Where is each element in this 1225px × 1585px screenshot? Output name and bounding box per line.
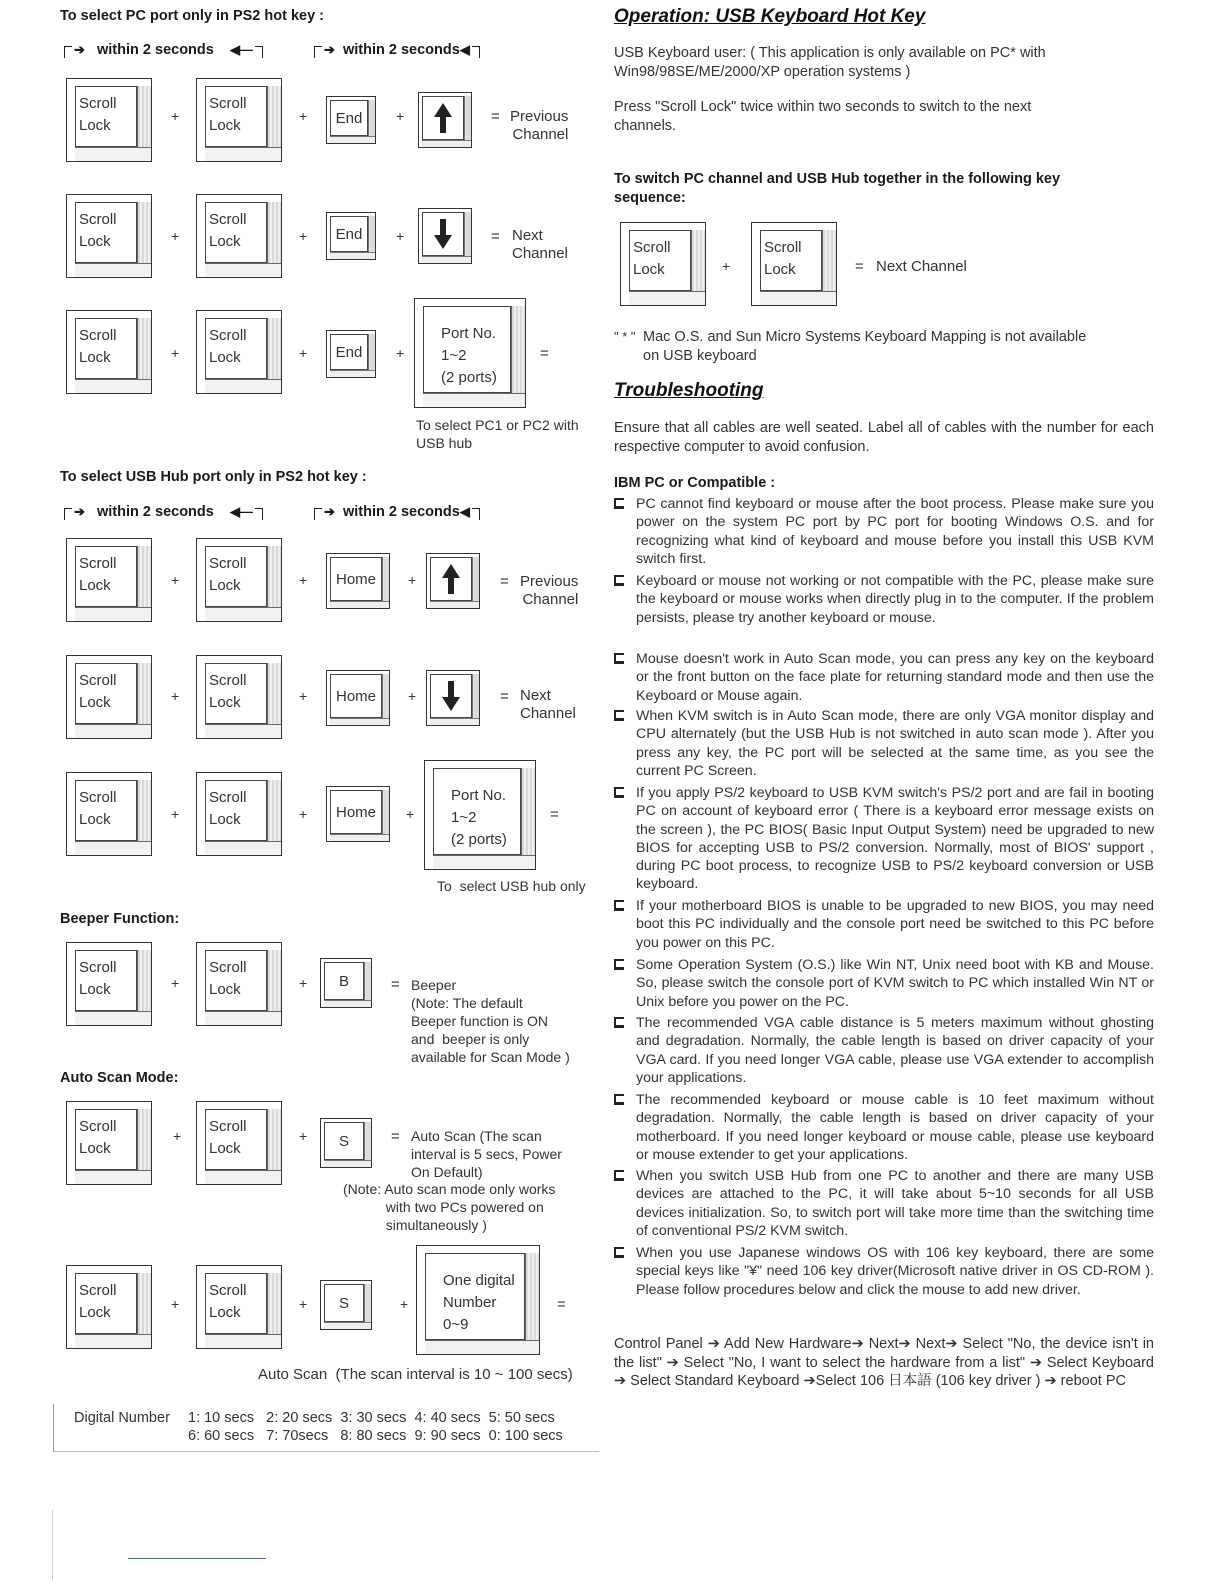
scroll-lock-key: Scroll Lock bbox=[66, 772, 152, 856]
mac-note: Mac O.S. and Sun Micro Systems Keyboard Mapping is not available on USB keyboard bbox=[643, 329, 1087, 364]
bullet-item: When you switch USB Hub from one PC to another and there are many USB devices are attached to the PC, it will take about 5~10 seconds for all USB devices initialization. So, to switch port will take more time than the switching time of conventional PS/2 KVM switch. bbox=[614, 1167, 1154, 1240]
bullet-item: The recommended keyboard or mouse cable is 10 feet maximum without degradation. Normally, the cable length is based on driver capacity of your motherboard. If you need longer keyboard or mouse cable, please use keyboard or mouse extender to get your applications. bbox=[614, 1091, 1154, 1164]
plus-sign: + bbox=[299, 975, 308, 991]
plus-sign: + bbox=[299, 572, 308, 588]
plus-sign: + bbox=[171, 572, 180, 588]
scroll-lock-key: Scroll Lock bbox=[196, 655, 282, 739]
scroll-lock-key: Scroll Lock bbox=[196, 1265, 282, 1349]
plus-sign: + bbox=[299, 108, 308, 124]
scroll-lock-key: Scroll Lock bbox=[620, 222, 706, 306]
arrow-up-key bbox=[426, 553, 480, 609]
within-label: ➔ within 2 seconds ◀— bbox=[64, 504, 263, 520]
next-channel-label: Next Channel bbox=[512, 227, 568, 262]
scroll-lock-key: Scroll Lock bbox=[196, 1101, 282, 1185]
equals-sign: = bbox=[391, 976, 400, 993]
select-pc-note: To select PC1 or PC2 with USB hub bbox=[416, 417, 579, 451]
equals-sign: = bbox=[550, 806, 559, 823]
scroll-lock-key: Scroll Lock bbox=[196, 538, 282, 622]
home-key: Home bbox=[326, 786, 390, 842]
operation-title: Operation: USB Keyboard Hot Key bbox=[614, 6, 926, 27]
next-channel-label: Next Channel bbox=[876, 258, 967, 275]
b-key: B bbox=[320, 958, 372, 1008]
plus-sign: + bbox=[171, 345, 180, 361]
bullet-item: When you use Japanese windows OS with 106 key keyboard, there are some special keys like "¥" need 106 key driver(Microsoft native driver in OS CD-ROM ). Please follow procedures below and click the mouse to add new driver. bbox=[614, 1244, 1154, 1299]
scroll-lock-key: Scroll Lock bbox=[66, 655, 152, 739]
control-panel-steps: Control Panel ➔ Add New Hardware➔ Next➔ Next➔ Select "No, the device isn't in the list" ➔ Select "No, I want to select the hardware from a list" ➔ Select Keyboard ➔ Select Standard Keyboard ➔Select 106 日本語 (106 key driver ) ➔ reboot PC bbox=[614, 1336, 1154, 1389]
plus-sign: + bbox=[171, 1296, 180, 1312]
arrow-up-icon bbox=[440, 562, 462, 596]
beeper-text: Beeper (Note: The default Beeper function is ON and beeper is only available for Scan Mode ) bbox=[411, 977, 570, 1065]
digital-number-row: 6: 60 secs 7: 70secs 8: 80 secs 9: 90 secs 0: 100 secs bbox=[188, 1428, 563, 1444]
plus-sign: + bbox=[722, 258, 731, 274]
bullet-item: Keyboard or mouse not working or not compatible with the PC, please make sure the keyboard or mouse works when directly plug in to the computer. If the problem persists, please try another keyboard or mouse. bbox=[614, 572, 1154, 627]
scroll-lock-key: Scroll Lock bbox=[196, 310, 282, 394]
bullet-item: If your motherboard BIOS is unable to be upgraded to new BIOS, you may need boot this PC individually and the console port need be switched to this PC before you power on this PC. bbox=[614, 897, 1154, 952]
plus-sign: + bbox=[299, 806, 308, 822]
port-number-key: Port No. 1~2 (2 ports) bbox=[414, 298, 526, 408]
digital-number-label: Digital Number bbox=[74, 1410, 170, 1426]
bullet-item: The recommended VGA cable distance is 5 meters maximum without ghosting and degradation. Normally, the cable length is based on driver capacity of your VGA card. If you need longer VGA cable, please use VGA extender to accomplish your applications. bbox=[614, 1014, 1154, 1087]
scroll-lock-key: Scroll Lock bbox=[66, 194, 152, 278]
operation-paragraph: USB Keyboard user: ( This application is only available on PC* with Win98/98SE/ME/2000/XP operation systems ) bbox=[614, 45, 1046, 80]
bullet-item: When KVM switch is in Auto Scan mode, there are only VGA monitor display and CPU alternately (but the USB Hub is not switched in auto scan mode ). After you press any key, the PC port will be selected at the same time, as you see the current PC Screen. bbox=[614, 707, 1154, 780]
plus-sign: + bbox=[299, 228, 308, 244]
scroll-lock-key: Scroll Lock bbox=[196, 78, 282, 162]
bullet-icon bbox=[614, 1094, 624, 1105]
plus-sign: + bbox=[396, 345, 405, 361]
bullet-icon bbox=[614, 575, 624, 586]
plus-sign: + bbox=[299, 688, 308, 704]
scroll-lock-key: Scroll Lock bbox=[66, 310, 152, 394]
auto-scan-note: (Note: Auto scan mode only works with two PCs powered on simultaneously ) bbox=[343, 1181, 556, 1233]
bullet-icon bbox=[614, 498, 624, 509]
troubleshooting-title: Troubleshooting bbox=[614, 380, 764, 401]
ps2-pc-heading: To select PC port only in PS2 hot key : bbox=[60, 8, 325, 24]
operation-paragraph: Press "Scroll Lock" twice within two seconds to switch to the next channels. bbox=[614, 99, 1032, 134]
plus-sign: + bbox=[299, 345, 308, 361]
end-key: End bbox=[326, 330, 376, 378]
bracket-right-icon bbox=[255, 46, 263, 58]
arrow-left-icon: ◀— bbox=[229, 42, 253, 57]
auto-scan-text: Auto Scan (The scan interval is 5 secs, Power On Default) bbox=[411, 1128, 562, 1180]
arrow-down-key bbox=[426, 670, 480, 726]
scroll-lock-key: Scroll Lock bbox=[66, 1101, 152, 1185]
scroll-lock-key: Scroll Lock bbox=[751, 222, 837, 306]
bracket-left-icon bbox=[64, 46, 72, 58]
plus-sign: + bbox=[400, 1296, 409, 1312]
arrow-down-icon bbox=[432, 217, 454, 251]
plus-sign: + bbox=[171, 975, 180, 991]
plus-sign: + bbox=[396, 228, 405, 244]
within-label: ➔ within 2 seconds ◀— bbox=[64, 42, 263, 58]
plus-sign: + bbox=[408, 572, 417, 588]
plus-sign: + bbox=[299, 1296, 308, 1312]
equals-sign: = bbox=[557, 1296, 566, 1313]
arrow-down-icon bbox=[440, 679, 462, 713]
equals-sign: = bbox=[500, 688, 509, 705]
ensure-paragraph: Ensure that all cables are well seated. Label all of cables with the number for each respective computer to avoid confusion. bbox=[614, 420, 1154, 455]
arrow-up-icon bbox=[432, 101, 454, 135]
auto-scan-heading: Auto Scan Mode: bbox=[60, 1070, 179, 1086]
within-label: ➔ within 2 seconds◀ bbox=[314, 504, 480, 520]
end-key: End bbox=[326, 96, 376, 144]
bullet-icon bbox=[614, 900, 624, 911]
blue-line-artifact bbox=[128, 1558, 266, 1559]
plus-sign: + bbox=[173, 1128, 182, 1144]
arrow-down-key bbox=[418, 208, 472, 264]
mac-note-mark: " * " bbox=[614, 329, 636, 344]
plus-sign: + bbox=[396, 108, 405, 124]
bullet-item: PC cannot find keyboard or mouse after the boot process. Please make sure you power on the system PC port by PC port for booting Windows O.S. and for recognizing what kind of keyboard and mouse before you install this USB KVM switch first. bbox=[614, 495, 1154, 568]
equals-sign: = bbox=[391, 1128, 400, 1145]
plus-sign: + bbox=[299, 1128, 308, 1144]
next-channel-label: Next Channel bbox=[520, 687, 576, 722]
bullet-icon bbox=[614, 653, 624, 664]
bullet-item: Mouse doesn't work in Auto Scan mode, you can press any key on the keyboard or the front button on the face plate for returning standard mode and then use the Keyboard or Mouse again. bbox=[614, 650, 1154, 705]
plus-sign: + bbox=[171, 688, 180, 704]
s-key: S bbox=[320, 1118, 372, 1168]
plus-sign: + bbox=[408, 688, 417, 704]
scan-edge-artifact bbox=[52, 1510, 53, 1580]
s-key: S bbox=[320, 1280, 372, 1330]
auto-scan-interval: Auto Scan (The scan interval is 10 ~ 100 secs) bbox=[258, 1366, 573, 1383]
digital-number-table bbox=[53, 1404, 599, 1452]
plus-sign: + bbox=[171, 108, 180, 124]
scroll-lock-key: Scroll Lock bbox=[66, 538, 152, 622]
scroll-lock-key: Scroll Lock bbox=[196, 942, 282, 1026]
bullet-icon bbox=[614, 1247, 624, 1258]
scroll-lock-key: Scroll Lock bbox=[66, 942, 152, 1026]
port-number-key: Port No. 1~2 (2 ports) bbox=[424, 760, 536, 870]
usb-hub-heading: To select USB Hub port only in PS2 hot key : bbox=[60, 469, 367, 485]
home-key: Home bbox=[326, 553, 390, 609]
plus-sign: + bbox=[171, 228, 180, 244]
bullet-icon bbox=[614, 959, 624, 970]
home-key: Home bbox=[326, 670, 390, 726]
previous-channel-label: Previous Channel bbox=[510, 108, 569, 143]
previous-channel-label: Previous Channel bbox=[520, 573, 579, 608]
equals-sign: = bbox=[500, 573, 509, 590]
bullet-icon bbox=[614, 1017, 624, 1028]
plus-sign: + bbox=[171, 806, 180, 822]
digital-number-row: 1: 10 secs 2: 20 secs 3: 30 secs 4: 40 secs 5: 50 secs bbox=[188, 1410, 555, 1426]
plus-sign: + bbox=[406, 806, 415, 822]
bullet-icon bbox=[614, 1170, 624, 1181]
equals-sign: = bbox=[855, 258, 864, 275]
scroll-lock-key: Scroll Lock bbox=[66, 78, 152, 162]
end-key: End bbox=[326, 212, 376, 260]
scroll-lock-key: Scroll Lock bbox=[196, 772, 282, 856]
equals-sign: = bbox=[491, 108, 500, 125]
ibm-heading: IBM PC or Compatible : bbox=[614, 475, 776, 491]
bullet-icon bbox=[614, 710, 624, 721]
scroll-lock-key: Scroll Lock bbox=[196, 194, 282, 278]
bullet-icon bbox=[614, 787, 624, 798]
switch-heading: To switch PC channel and USB Hub together in the following key sequence: bbox=[614, 171, 1061, 206]
arrow-up-key bbox=[418, 92, 472, 148]
bullet-item: If you apply PS/2 keyboard to USB KVM switch's PS/2 port and are fail in booting PC on account of keyboard error ( There is a keyboard error message exists on the screen ), the PC BIOS( Basic Input Output System) need be upgraded to new BIOS for accepting USB to PS/2 conversion. Normally, most of BIOS' support , during PC boot process, to recognize USB to PS/2 keyboard conversion or USB keyboard. bbox=[614, 784, 1154, 894]
beeper-heading: Beeper Function: bbox=[60, 911, 180, 927]
select-usb-note: To select USB hub only bbox=[437, 878, 586, 894]
scroll-lock-key: Scroll Lock bbox=[66, 1265, 152, 1349]
bullet-item: Some Operation System (O.S.) like Win NT, Unix need boot with KB and Mouse. So, please switch the console port of KVM switch to PC which installed Win NT or Unix before you power on the PC. bbox=[614, 956, 1154, 1011]
equals-sign: = bbox=[491, 228, 500, 245]
arrow-right-icon: ➔ bbox=[74, 42, 85, 57]
equals-sign: = bbox=[540, 345, 549, 362]
within-label: ➔ within 2 seconds◀ bbox=[314, 42, 480, 58]
one-digital-number-key: One digital Number 0~9 bbox=[416, 1245, 540, 1355]
